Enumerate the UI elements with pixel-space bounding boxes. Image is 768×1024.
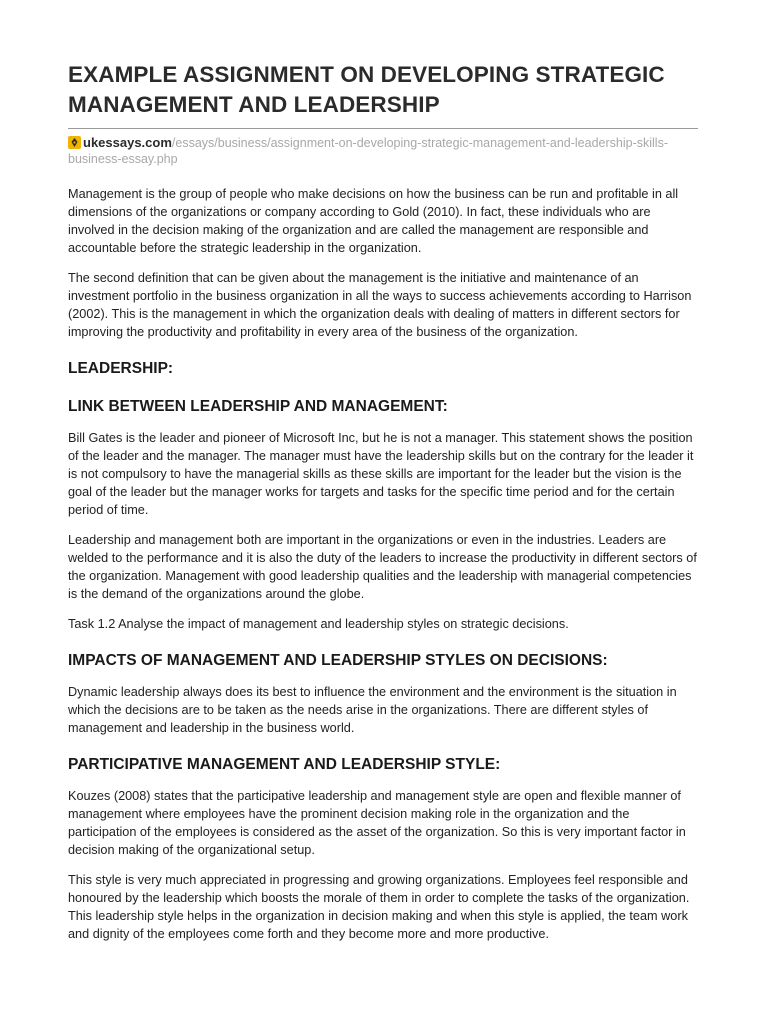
section-heading: PARTICIPATIVE MANAGEMENT AND LEADERSHIP STYLE: xyxy=(68,756,501,773)
body-paragraph: Dynamic leadership always does its best to influence the environment and the environment is the situation in which the decisions are to be taken as the needs arise in the organizations. There are different styles of management and leadership in the business world. xyxy=(68,685,677,735)
section-heading: IMPACTS OF MANAGEMENT AND LEADERSHIP STYLES ON DECISIONS: xyxy=(68,652,608,669)
body-paragraph: Task 1.2 Analyse the impact of management and leadership styles on strategic decisions. xyxy=(68,617,569,631)
body-paragraph: Kouzes (2008) states that the participative leadership and management style are open and flexible manner of management where employees have the prominent decision making role in the organization and the participation of the employees is considered as the asset of the organization. So this is very important factor in decision making of the organizational setup. xyxy=(68,789,686,857)
document-body xyxy=(68,185,698,943)
source-brand-link[interactable]: ukessays.com xyxy=(83,135,172,150)
title-divider xyxy=(68,128,698,129)
body-paragraph: Leadership and management both are important in the organizations or even in the industries. Leaders are welded to the performance and it is also the duty of the leaders to increase the productivity in different sectors of the organization. Management with good leadership qualities and the leadership with managerial competencies is the demand of the organizations around the globe. xyxy=(68,533,697,601)
source-path[interactable]: /essays/business/assignment-on-developing-strategic-management-and-leadership-skills-business-essay.php xyxy=(68,136,668,166)
source-line xyxy=(68,135,698,167)
pen-nib-icon xyxy=(68,136,81,149)
section-heading: LINK BETWEEN LEADERSHIP AND MANAGEMENT: xyxy=(68,398,448,415)
body-paragraph: The second definition that can be given about the management is the initiative and maintenance of an investment portfolio in the business organization in all the ways to success achievements according to Harrison (2002). This is the management in which the organization deals with dealing of matters in different sectors for improving the productivity and profitability in every area of the business of the organization. xyxy=(68,271,692,339)
body-paragraph: This style is very much appreciated in progressing and growing organizations. Employees feel responsible and honoured by the leadership which boosts the morale of them in order to complete the tasks of the organization. This leadership style helps in the organization in decision making and when this style is applied, the team work and dignity of the employees come forth and they become more and more productive. xyxy=(68,873,690,941)
section-heading: LEADERSHIP: xyxy=(68,360,174,377)
body-paragraph: Bill Gates is the leader and pioneer of Microsoft Inc, but he is not a manager. This statement shows the position of the leader and the manager. The manager must have the leadership skills but on the contrary for the leader it is not compulsory to have the managerial skills as these skills are important for the leader but the vision is the goal of the leader but the manager works for targets and tasks for the specific time period and for the certain period of time. xyxy=(68,431,694,517)
body-paragraph: Management is the group of people who make decisions on how the business can be run and profitable in all dimensions of the organizations or company according to Gold (2010). In fact, these individuals who are involved in the decision making of the organization and are called the management are responsible and accountable before the strategic leadership in the organization. xyxy=(68,187,679,255)
document-title: EXAMPLE ASSIGNMENT ON DEVELOPING STRATEGIC MANAGEMENT AND LEADERSHIP xyxy=(68,62,665,117)
